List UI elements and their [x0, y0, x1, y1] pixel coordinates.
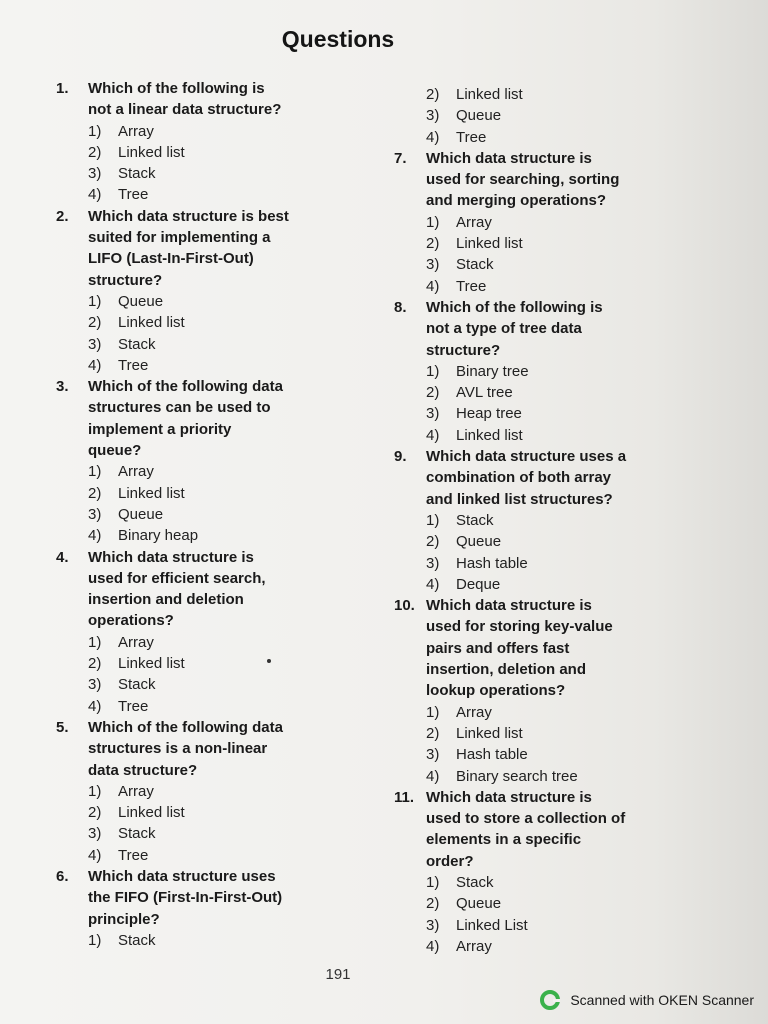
- question-text: Which of the following data: [88, 378, 283, 396]
- question-text: data structure?: [88, 761, 198, 779]
- question-number: [56, 568, 88, 589]
- question-number: 9.: [394, 448, 407, 466]
- option-number: 2): [426, 384, 440, 402]
- answer-option: [56, 525, 326, 546]
- option-text: Stack: [456, 511, 494, 529]
- answer-option: [56, 483, 326, 504]
- answer-option: [56, 845, 326, 866]
- option-number: 1): [426, 511, 440, 529]
- option-text: Stack: [118, 825, 156, 843]
- option-number: 1): [426, 703, 440, 721]
- question-number: [394, 616, 426, 637]
- answer-option: [394, 127, 664, 148]
- answer-option: [56, 355, 326, 376]
- page-number: 191: [325, 966, 351, 983]
- option-number: 4): [88, 846, 102, 864]
- option-number: 2): [88, 314, 102, 332]
- answer-option: [56, 163, 326, 184]
- answer-option: [56, 930, 326, 951]
- answer-option: [394, 893, 664, 914]
- question-text: suited for implementing a: [88, 229, 271, 247]
- page-title: Questions: [281, 26, 395, 52]
- option-number: 4): [426, 128, 440, 146]
- answer-option: [394, 254, 664, 275]
- answer-option: [394, 233, 664, 254]
- option-text: Queue: [456, 895, 502, 913]
- option-number: 1): [88, 633, 102, 651]
- option-text: Queue: [456, 533, 502, 551]
- answer-option: [56, 653, 326, 674]
- answer-option: [394, 531, 664, 552]
- question-line: [56, 610, 326, 631]
- option-text: Array: [456, 213, 492, 231]
- question-text: Which of the following is: [88, 80, 265, 97]
- option-text: Linked list: [456, 724, 523, 742]
- ink-speck: [267, 659, 271, 663]
- answer-option: [394, 872, 664, 893]
- question-block: [56, 717, 326, 866]
- question-number: [56, 99, 88, 120]
- question-line: [394, 808, 664, 829]
- question-line: [56, 547, 326, 568]
- option-text: Array: [118, 633, 154, 651]
- answer-option: [394, 574, 664, 595]
- option-number: 4): [426, 937, 440, 955]
- option-text: Queue: [456, 107, 502, 125]
- option-number: 4): [88, 356, 102, 374]
- question-line: [394, 297, 664, 318]
- option-number: 2): [426, 86, 440, 103]
- question-text: structures can be used to: [88, 399, 271, 417]
- question-text: LIFO (Last-In-First-Out): [88, 250, 254, 268]
- question-number: 1.: [56, 80, 69, 97]
- option-text: Binary tree: [456, 362, 529, 380]
- option-text: Stack: [118, 165, 156, 183]
- option-number: 3): [88, 676, 102, 694]
- question-number: [394, 680, 426, 701]
- question-line: [394, 169, 664, 190]
- question-text: Which data structure is: [426, 788, 592, 806]
- question-line: [56, 738, 326, 759]
- question-text: Which data structure uses a: [426, 448, 627, 466]
- question-number: 5.: [56, 718, 69, 736]
- option-number: 2): [426, 533, 440, 551]
- option-number: 4): [88, 697, 102, 715]
- option-number: 2): [426, 895, 440, 913]
- question-number: [56, 738, 88, 759]
- answer-option: [56, 802, 326, 823]
- question-block: [56, 78, 326, 206]
- option-number: 1): [88, 463, 102, 481]
- answer-option: [56, 696, 326, 717]
- question-line: [56, 248, 326, 269]
- option-text: Stack: [456, 256, 494, 274]
- option-number: 3): [426, 746, 440, 764]
- option-number: 2): [88, 143, 102, 161]
- option-number: 2): [426, 724, 440, 742]
- question-line: [56, 270, 326, 291]
- question-line: [56, 206, 326, 227]
- option-text: Linked list: [456, 235, 523, 253]
- answer-option: [394, 510, 664, 531]
- option-text: Tree: [456, 128, 487, 146]
- question-number: 10.: [394, 597, 415, 615]
- answer-option: [394, 361, 664, 382]
- question-text: order?: [426, 852, 474, 870]
- scanner-watermark: [540, 990, 754, 1010]
- answer-option: [56, 504, 326, 525]
- question-block: [394, 84, 664, 148]
- question-text: Which data structure is: [426, 597, 592, 615]
- option-text: Array: [118, 463, 154, 481]
- question-block: [394, 297, 664, 446]
- question-text: used for searching, sorting: [426, 171, 620, 189]
- question-text: used for storing key-value: [426, 618, 613, 636]
- answer-option: [56, 781, 326, 802]
- answer-option: [56, 184, 326, 205]
- answer-option: [56, 312, 326, 333]
- question-line: [56, 760, 326, 781]
- option-number: 3): [88, 165, 102, 183]
- option-text: Stack: [118, 931, 156, 949]
- answer-option: [394, 403, 664, 424]
- question-line: [56, 887, 326, 908]
- answer-option: [394, 766, 664, 787]
- option-text: Tree: [118, 697, 149, 715]
- question-text: Which data structure uses: [88, 867, 276, 885]
- question-line: [56, 78, 326, 99]
- answer-option: [56, 334, 326, 355]
- question-text: combination of both array: [426, 469, 612, 487]
- scanner-text: Scanned with OKEN Scanner: [570, 992, 754, 1008]
- question-text: the FIFO (First-In-First-Out): [88, 889, 283, 907]
- question-line: [394, 680, 664, 701]
- option-text: Array: [118, 122, 154, 140]
- option-text: Deque: [456, 575, 501, 593]
- option-number: 1): [88, 931, 102, 949]
- question-number: [394, 808, 426, 829]
- question-number: [394, 467, 426, 488]
- left-question-column: [56, 78, 326, 951]
- option-text: Linked list: [118, 804, 185, 822]
- answer-option: [56, 142, 326, 163]
- question-text: elements in a specific: [426, 831, 582, 849]
- question-text: not a type of tree data: [426, 320, 582, 338]
- option-text: Queue: [118, 505, 164, 523]
- question-line: [56, 99, 326, 120]
- question-line: [56, 909, 326, 930]
- option-text: Binary heap: [118, 527, 199, 545]
- option-text: Tree: [118, 186, 149, 204]
- question-line: [56, 568, 326, 589]
- option-text: Linked list: [118, 143, 185, 161]
- answer-option: [394, 915, 664, 936]
- question-text: and linked list structures?: [426, 490, 613, 508]
- answer-option: [56, 291, 326, 312]
- question-line: [394, 446, 664, 467]
- answer-option: [394, 382, 664, 403]
- question-text: structure?: [426, 341, 501, 359]
- question-number: [56, 397, 88, 418]
- question-number: [394, 659, 426, 680]
- question-number: 2.: [56, 207, 69, 225]
- question-text: structure?: [88, 271, 163, 289]
- question-number: [394, 169, 426, 190]
- option-text: Linked List: [456, 916, 528, 934]
- option-text: Linked list: [456, 426, 523, 444]
- question-line: [394, 616, 664, 637]
- answer-option: [394, 553, 664, 574]
- option-text: Binary search tree: [456, 767, 578, 785]
- question-line: [394, 318, 664, 339]
- option-number: 3): [88, 335, 102, 353]
- question-line: [394, 851, 664, 872]
- question-number: [56, 419, 88, 440]
- option-number: 4): [426, 575, 440, 593]
- option-number: 2): [88, 804, 102, 822]
- option-text: Linked list: [456, 86, 523, 103]
- question-number: [56, 270, 88, 291]
- question-number: 3.: [56, 378, 69, 396]
- answer-option: [394, 212, 664, 233]
- option-number: 4): [426, 277, 440, 295]
- question-block: [56, 376, 326, 546]
- option-text: Linked list: [118, 655, 185, 673]
- option-number: 2): [426, 235, 440, 253]
- question-text: and merging operations?: [426, 192, 607, 210]
- question-line: [56, 717, 326, 738]
- question-number: [394, 318, 426, 339]
- option-number: 3): [88, 505, 102, 523]
- question-line: [56, 589, 326, 610]
- answer-option: [394, 276, 664, 297]
- option-text: Array: [456, 937, 492, 955]
- answer-option: [394, 744, 664, 765]
- answer-option: [394, 105, 664, 126]
- question-number: 8.: [394, 298, 407, 316]
- option-text: Tree: [118, 846, 149, 864]
- question-line: [394, 148, 664, 169]
- option-number: 1): [88, 292, 102, 310]
- answer-option: [56, 823, 326, 844]
- question-number: 7.: [394, 149, 407, 167]
- option-number: 3): [426, 554, 440, 572]
- question-line: [56, 419, 326, 440]
- question-block: [56, 547, 326, 717]
- answer-option: [394, 723, 664, 744]
- option-text: Array: [118, 782, 154, 800]
- question-block: [394, 787, 664, 957]
- question-line: [394, 489, 664, 510]
- question-line: [394, 659, 664, 680]
- option-number: 3): [426, 405, 440, 423]
- option-number: 1): [426, 873, 440, 891]
- question-line: [394, 638, 664, 659]
- question-line: [56, 440, 326, 461]
- question-number: [394, 190, 426, 211]
- option-number: 1): [88, 782, 102, 800]
- option-number: 4): [426, 426, 440, 444]
- option-text: Queue: [118, 292, 164, 310]
- question-number: 11.: [394, 788, 415, 806]
- option-text: Hash table: [456, 746, 528, 764]
- question-text: operations?: [88, 612, 174, 630]
- option-text: Linked list: [118, 314, 185, 332]
- question-text: pairs and offers fast: [426, 639, 570, 657]
- option-number: 1): [426, 362, 440, 380]
- question-number: [56, 887, 88, 908]
- question-number: [56, 610, 88, 631]
- question-line: [394, 595, 664, 616]
- question-text: Which of the following data: [88, 718, 283, 736]
- answer-option: [394, 425, 664, 446]
- option-text: Tree: [118, 356, 149, 374]
- question-block: [56, 866, 326, 951]
- answer-option: [394, 84, 664, 105]
- question-text: Which of the following is: [426, 298, 603, 316]
- question-block: [394, 148, 664, 297]
- option-text: Heap tree: [456, 405, 522, 423]
- option-number: 2): [88, 484, 102, 502]
- question-text: structures is a non-linear: [88, 740, 268, 758]
- option-text: Stack: [118, 335, 156, 353]
- question-text: principle?: [88, 910, 160, 928]
- question-line: [394, 829, 664, 850]
- oken-scanner-logo-icon: [540, 990, 560, 1010]
- option-number: 3): [88, 825, 102, 843]
- option-number: 3): [426, 107, 440, 125]
- answer-option: [394, 702, 664, 723]
- answer-option: [56, 632, 326, 653]
- question-text: Which data structure is: [426, 149, 592, 167]
- option-number: 4): [426, 767, 440, 785]
- question-number: 4.: [56, 548, 69, 566]
- question-text: used to store a collection of: [426, 810, 626, 828]
- question-text: not a linear data structure?: [88, 101, 282, 119]
- question-line: [56, 376, 326, 397]
- question-line: [56, 397, 326, 418]
- question-number: [56, 227, 88, 248]
- question-line: [394, 467, 664, 488]
- option-text: Hash table: [456, 554, 528, 572]
- answer-option: [56, 674, 326, 695]
- question-number: [56, 760, 88, 781]
- option-text: Array: [456, 703, 492, 721]
- question-number: [56, 248, 88, 269]
- option-number: 4): [88, 186, 102, 204]
- question-text: used for efficient search,: [88, 569, 266, 587]
- option-text: AVL tree: [456, 384, 513, 402]
- question-text: queue?: [88, 442, 142, 460]
- question-text: Which data structure is best: [88, 207, 289, 225]
- question-number: 6.: [56, 867, 69, 885]
- question-number: [56, 440, 88, 461]
- question-text: insertion, deletion and: [426, 661, 587, 679]
- question-block: [56, 206, 326, 376]
- question-block: [394, 595, 664, 787]
- question-text: implement a priority: [88, 420, 232, 438]
- option-number: 1): [88, 122, 102, 140]
- right-question-column: [394, 84, 664, 957]
- question-line: [394, 340, 664, 361]
- question-line: [56, 227, 326, 248]
- question-number: [394, 851, 426, 872]
- question-block: [394, 446, 664, 595]
- question-number: [56, 589, 88, 610]
- question-line: [394, 190, 664, 211]
- option-text: Stack: [456, 873, 494, 891]
- answer-option: [394, 936, 664, 957]
- option-number: 3): [426, 256, 440, 274]
- question-text: insertion and deletion: [88, 591, 244, 609]
- question-text: Which data structure is: [88, 548, 254, 566]
- question-number: [394, 489, 426, 510]
- option-text: Linked list: [118, 484, 185, 502]
- option-number: 2): [88, 655, 102, 673]
- option-text: Stack: [118, 676, 156, 694]
- answer-option: [56, 461, 326, 482]
- option-number: 1): [426, 213, 440, 231]
- question-number: [394, 638, 426, 659]
- option-number: 4): [88, 527, 102, 545]
- question-line: [56, 866, 326, 887]
- question-text: lookup operations?: [426, 682, 566, 700]
- question-number: [394, 829, 426, 850]
- question-line: [394, 787, 664, 808]
- option-text: Tree: [456, 277, 487, 295]
- question-number: [56, 909, 88, 930]
- answer-option: [56, 121, 326, 142]
- option-number: 3): [426, 916, 440, 934]
- question-number: [394, 340, 426, 361]
